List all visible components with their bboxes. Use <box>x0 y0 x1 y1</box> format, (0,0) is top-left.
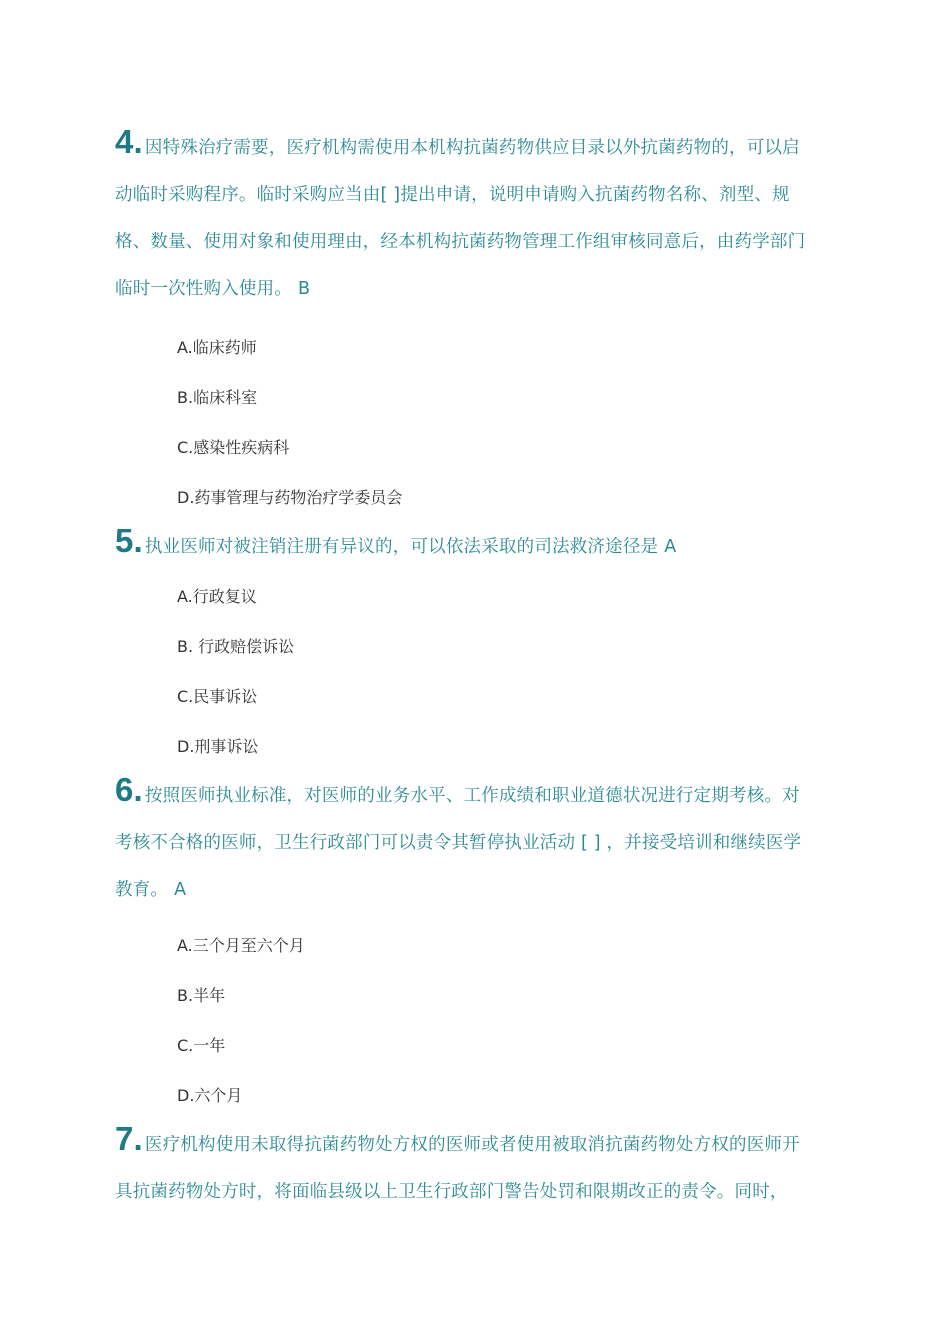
question-5 <box>115 517 815 571</box>
question-5-text-block <box>115 517 815 571</box>
question-6-text-block <box>115 766 815 914</box>
question-7-text-block <box>115 1115 815 1216</box>
question-answer: B <box>298 279 311 299</box>
option-d: D.六个月 <box>177 1086 243 1105</box>
option-b: B. 行政赔偿诉讼 <box>177 637 295 656</box>
question-number: 6. <box>115 771 143 808</box>
question-number: 7. <box>115 1120 143 1157</box>
question-answer: A <box>174 880 187 900</box>
question-7 <box>115 1115 815 1216</box>
option-d: D.药事管理与药物治疗学委员会 <box>177 488 403 507</box>
option-c: C.感染性疾病科 <box>177 438 290 457</box>
option-a: A.行政复议 <box>177 587 257 606</box>
question-text: 执业医师对被注销注册有异议的，可以依法采取的司法救济途径是 <box>144 537 659 557</box>
question-4 <box>115 118 815 313</box>
option-c: C.一年 <box>177 1036 226 1055</box>
option-b: B.临床科室 <box>177 388 258 407</box>
question-4-text-block <box>115 118 815 313</box>
question-answer: A <box>664 537 677 557</box>
question-number: 5. <box>115 522 143 559</box>
question-text: 按照医师执业标准，对医师的业务水平、工作成绩和职业道德状况进行定期考核。对考核不合格的医师，卫生行政部门可以责令其暂停执业活动 [ ] ，并接受培训和继续医学教育。 <box>115 786 802 900</box>
option-a: A.临床药师 <box>177 338 257 357</box>
option-a: A.三个月至六个月 <box>177 936 305 955</box>
question-6 <box>115 766 815 914</box>
option-c: C.民事诉讼 <box>177 687 258 706</box>
question-number: 4. <box>115 123 143 160</box>
question-text: 医疗机构使用未取得抗菌药物处方权的医师或者使用被取消抗菌药物处方权的医师开具抗菌药物处方时，将面临县级以上卫生行政部门警告处罚和限期改正的责令。同时， <box>115 1135 800 1202</box>
option-d: D.刑事诉讼 <box>177 737 259 756</box>
question-text: 因特殊治疗需要，医疗机构需使用本机构抗菌药物供应目录以外抗菌药物的，可以启动临时采购程序。临时采购应当由[ ]提出申请，说明申请购入抗菌药物名称、剂型、规格、数量、使用对象和使用理由，经本机构抗菌药物管理工作组审核同意后，由药学部门临时一次性购入使用。 <box>115 138 806 299</box>
option-b: B.半年 <box>177 986 226 1005</box>
